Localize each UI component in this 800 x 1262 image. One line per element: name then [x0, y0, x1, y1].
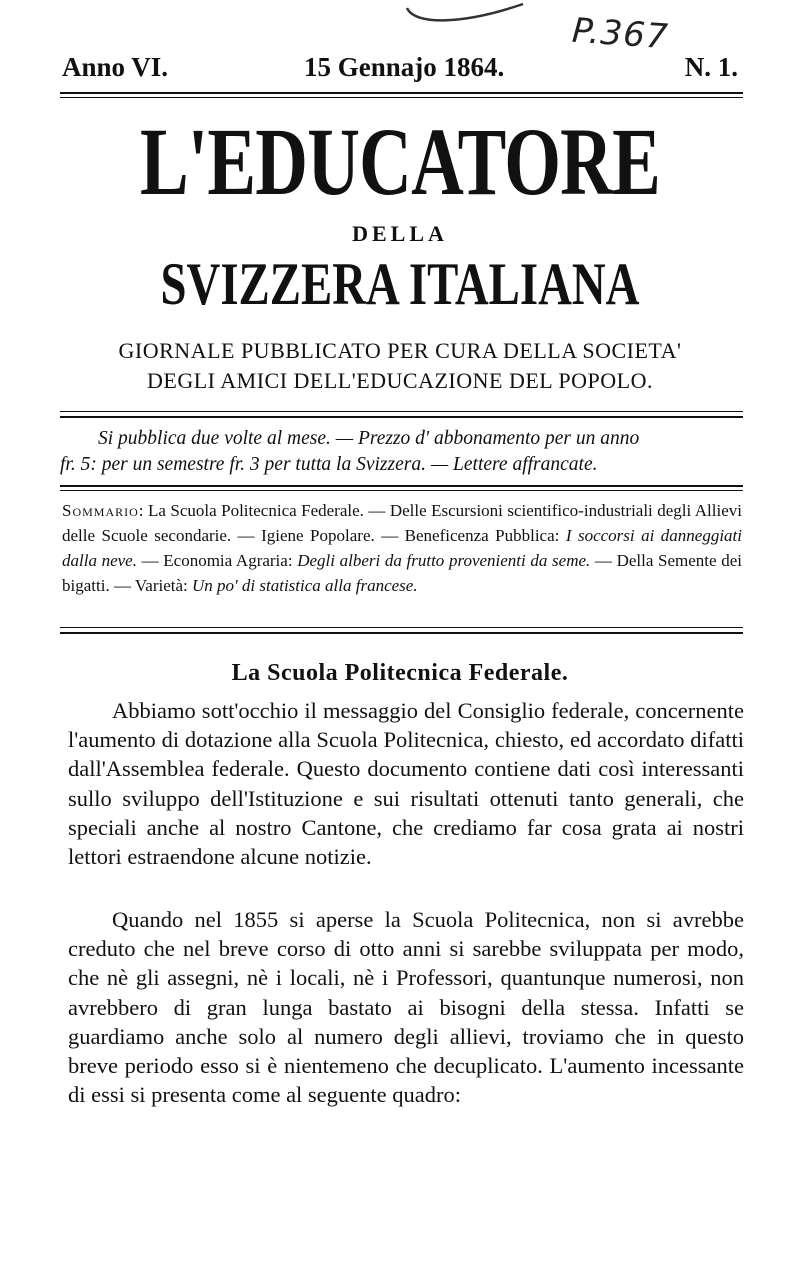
handwritten-note: P.367 — [570, 10, 670, 58]
article-headline: La Scuola Politecnica Federale. — [231, 660, 569, 686]
divider — [60, 485, 743, 487]
divider — [60, 632, 743, 634]
year-label: Anno VI. — [62, 52, 169, 82]
article-paragraph — [68, 696, 744, 871]
summary-italic-entry: Un po' di statistica alla francese. — [192, 576, 418, 595]
masthead — [62, 52, 738, 86]
journal-title-connector: DELLA — [352, 221, 448, 246]
summary-text: — Economia Agraria: — [136, 551, 298, 570]
paragraph-text: Quando nel 1855 si aperse la Scuola Politecnica, non si avrebbe creduto che nel breve corso di otto anni si sarebbe sviluppata per modo, che nè gli assegni, nè i locali, nè i Professori, quantunque numerosi, non avrebbero di gran lunga bastato ai bisogni della stessa. Infatti se guardiamo anche solo al numero degli allievi, troviamo che in questo breve periodo esso si è nientemeno che decuplicato. L'aumento incessante di essi si presenta come al seguente quadro: — [68, 907, 744, 1108]
divider — [60, 92, 743, 94]
summary-text: : La Scuola Politecnica Federale. — Delle Escursioni scientifico-industriali degli Allievi delle Scuole secondarie. — Igiene Popolare. — Beneficenza Pubblica: — [62, 501, 742, 545]
pen-stroke-mark — [405, 0, 525, 30]
publication-frequency: Si pubblica due volte al mese. — Prezzo d' abbonamento per un anno — [98, 428, 640, 449]
divider — [60, 411, 743, 412]
subscription-prices: fr. 5: per un semestre fr. 3 per tutta la Svizzera. — Lettere affrancate. — [60, 454, 598, 475]
journal-description-line-2: DEGLI AMICI DELL'EDUCAZIONE DEL POPOLO. — [147, 368, 653, 393]
summary-text: — Della Semente dei bigatti. — Varietà: — [62, 551, 742, 595]
issue-number: N. 1. — [684, 52, 738, 82]
divider — [60, 490, 743, 491]
summary-italic-entry: I soccorsi ai danneggiati dalla neve. — [62, 526, 742, 570]
table-of-contents — [62, 498, 742, 598]
journal-subtitle-region: SVIZZERA ITALIANA — [160, 251, 640, 317]
summary-italic-entry: Degli alberi da frutto provenienti da seme. — [297, 551, 591, 570]
summary-label: Sommario — [62, 501, 139, 520]
journal-title: L'EDUCATORE — [139, 108, 661, 215]
divider — [60, 97, 743, 98]
divider — [60, 416, 743, 418]
divider — [60, 627, 743, 628]
article-paragraph — [68, 905, 744, 1109]
paragraph-text: Abbiamo sott'occhio il messaggio del Consiglio federale, concernente l'aumento di dotazione alla Scuola Politecnica, chiesto, ed accordato difatti dall'Assemblea federale. Questo documento contiene dati così interessanti sullo sviluppo dell'Istituzione e sui risultati ottenuti tanto generali, che speciali anche al nostro Cantone, che crediamo far cosa grata ai nostri lettori estraendone alcune notizie. — [68, 698, 744, 870]
journal-description-line-1: GIORNALE PUBBLICATO PER CURA DELLA SOCIETA' — [118, 338, 682, 363]
issue-date: 15 Gennajo 1864. — [304, 52, 505, 82]
